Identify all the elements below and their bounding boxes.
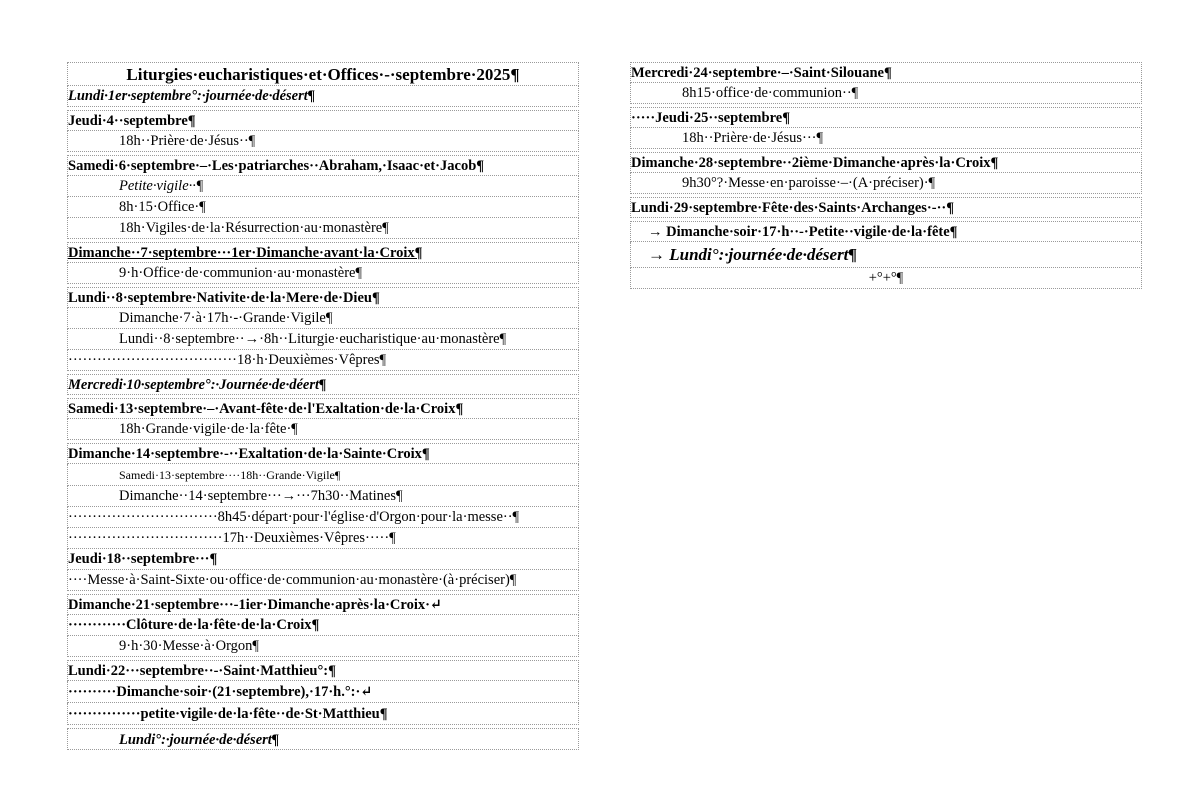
entry-lundi-22: Lundi·22···septembre··-·Saint·Matthieu°:¶ — [67, 660, 579, 681]
entry-lundi-8-vespers: ···································18·h·Deuxièmes·Vêpres¶ — [67, 350, 579, 371]
entry-lundi-29-evening: → Dimanche·soir·17·h··-·Petite··vigile·de·la·fête¶ — [630, 221, 1142, 242]
entry-samedi-6-vigils: 18h·Vigiles·de·la·Résurrection·au·monastère¶ — [67, 218, 579, 239]
entry-samedi-6: Samedi·6·septembre·–·Les·patriarches··Abraham,·Isaac·et·Jacob¶ — [67, 155, 579, 176]
entry-dimanche-14-vespers: ································17h··Deuxièmes·Vêpres·····¶ — [67, 528, 579, 549]
entry-dimanche-7: Dimanche··7·septembre···1er·Dimanche·avant·la·Croix¶ — [67, 242, 579, 263]
entry-samedi-13: Samedi·13·septembre·–·Avant-fête·de·l'Exaltation·de·la·Croix¶ — [67, 398, 579, 419]
entry-jeudi-4: Jeudi·4··septembre¶ — [67, 110, 579, 131]
entry-lundi-8-vigil: Dimanche·7·à·17h·-·Grande·Vigile¶ — [67, 308, 579, 329]
entry-samedi-6-office: 8h·15·Office·¶ — [67, 197, 579, 218]
document-title: Liturgies·eucharistiques·et·Offices·-·septembre·2025¶ — [67, 62, 579, 86]
closing-mark: +°+°¶ — [630, 268, 1142, 289]
entry-dimanche-14-vigil: Samedi·13·septembre····18h··Grande·Vigile¶ — [67, 464, 579, 486]
entry-dimanche-14-departure: ·······························8h45·départ·pour·l'église·d'Orgon·pour·la·messe··¶ — [67, 507, 579, 528]
entry-dimanche-7-office: 9·h·Office·de·communion·au·monastère¶ — [67, 263, 579, 284]
entry-mercredi-24-office: 8h15·office·de·communion··¶ — [630, 83, 1142, 104]
right-column — [630, 62, 1142, 289]
entry-jeudi-25: ·····Jeudi·25··septembre¶ — [630, 107, 1142, 128]
entry-lundi-1: Lundi·1er·septembre°:·journée·de·désert¶ — [67, 86, 579, 107]
entry-lundi-29-desert: → Lundi°:·journée·de·désert¶ — [630, 242, 1142, 268]
entry-lundi-8-liturgy: Lundi··8·septembre··→·8h··Liturgie·eucharistique·au·monastère¶ — [67, 329, 579, 350]
entry-dimanche-28: Dimanche·28·septembre··2ième·Dimanche·après·la·Croix¶ — [630, 152, 1142, 173]
left-column — [67, 62, 579, 750]
entry-dimanche-28-mass: 9h30°?·Messe·en·paroisse·–·(A·préciser)·¶ — [630, 173, 1142, 194]
entry-dimanche-21-closure: ············Clôture·de·la·fête·de·la·Croix¶ — [67, 615, 579, 636]
entry-dimanche-21-mass: 9·h·30·Messe·à·Orgon¶ — [67, 636, 579, 657]
entry-dimanche-14-matins: Dimanche··14·septembre···→···7h30··Matines¶ — [67, 486, 579, 507]
entry-lundi-22-evening: ··········Dimanche·soir·(21·septembre),·17·h.°:·↵ — [67, 681, 579, 703]
entry-samedi-6-vigil: Petite·vigile··¶ — [67, 176, 579, 197]
entry-jeudi-25-prayer — [630, 128, 1142, 149]
entry-jeudi-18: Jeudi·18··septembre···¶ — [67, 549, 579, 570]
entry-jeudi-18-mass: ····Messe·à·Saint-Sixte·ou·office·de·communion·au·monastère·(à·préciser)¶ — [67, 570, 579, 591]
entry-lundi-22-vigil: ···············petite·vigile·de·la·fête··de·St·Matthieu¶ — [67, 703, 579, 725]
entry-lundi-22-desert: Lundi°:·journée·de·désert¶ — [67, 728, 579, 750]
entry-samedi-13-vigil: 18h·Grande·vigile·de·la·fête·¶ — [67, 419, 579, 440]
entry-mercredi-10: Mercredi·10·septembre°:·Journée·de·déert¶ — [67, 374, 579, 395]
entry-dimanche-21: Dimanche·21·septembre···-1ier·Dimanche·après·la·Croix·↵ — [67, 594, 579, 615]
prayer-text: 18h··Prière·de·Jésus··¶ — [119, 133, 256, 149]
entry-lundi-29: Lundi·29·septembre·Fête·des·Saints·Archanges·-··¶ — [630, 197, 1142, 218]
prayer-text: 18h··Prière·de·Jésus···¶ — [682, 130, 824, 146]
entry-dimanche-14: Dimanche·14·septembre·-··Exaltation·de·la·Sainte·Croix¶ — [67, 443, 579, 464]
entry-mercredi-24: Mercredi·24·septembre·–·Saint·Silouane¶ — [630, 62, 1142, 83]
entry-lundi-8: Lundi··8·septembre·Nativite·de·la·Mere·de·Dieu¶ — [67, 287, 579, 308]
entry-jeudi-4-prayer — [67, 131, 579, 152]
